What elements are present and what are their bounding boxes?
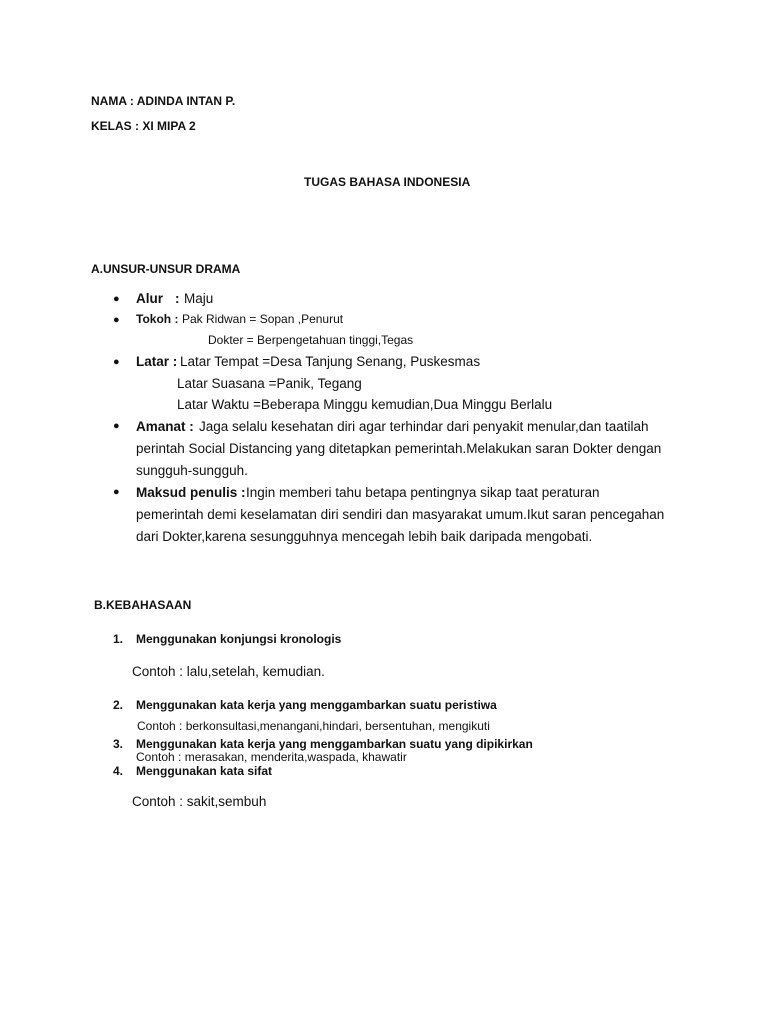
latar-line-3: Latar Waktu =Beberapa Minggu kemudian,Dua Minggu Berlalu <box>177 397 553 412</box>
student-class: KELAS : XI MIPA 2 <box>91 119 196 133</box>
alur-label: Alur <box>136 291 163 306</box>
student-name: NAMA : ADINDA INTAN P. <box>91 94 236 108</box>
section-b-heading: B.KEBAHASAAN <box>94 598 192 612</box>
item-3-example: Contoh : merasakan, menderita,waspada, khawatir <box>136 750 407 764</box>
maksud-label: Maksud penulis : <box>136 485 246 500</box>
amanat-line-1: Jaga selalu kesehatan diri agar terhindar dari penyakit menular,dan taatilah <box>199 419 649 434</box>
item-4-number: 4. <box>113 764 124 778</box>
latar-label: Latar : <box>136 354 178 369</box>
item-3-number: 3. <box>113 737 124 751</box>
tokoh-label: Tokoh : <box>136 312 179 326</box>
bullet-amanat: ● <box>113 420 120 432</box>
item-1-example: Contoh : lalu,setelah, kemudian. <box>132 664 325 679</box>
maksud-line-2: pemerintah demi keselamatan diri sendiri dan masyarakat umum.Ikut saran pencegahan <box>136 507 665 522</box>
alur-value: Maju <box>184 291 214 306</box>
latar-line-1: Latar Tempat =Desa Tanjung Senang, Puskesmas <box>180 354 481 369</box>
maksud-line-3: dari Dokter,karena sesungguhnya mencegah lebih baik daripada mengobati. <box>136 529 593 544</box>
bullet-latar: ● <box>113 356 120 368</box>
section-a-heading: A.UNSUR-UNSUR DRAMA <box>91 262 241 276</box>
item-2-title: Menggunakan kata kerja yang menggambarkan suatu peristiwa <box>136 698 497 712</box>
amanat-line-2: perintah Social Distancing yang ditetapkan pemerintah.Melakukan saran Dokter dengan <box>136 441 662 456</box>
tokoh-line-2: Dokter = Berpengetahuan tinggi,Tegas <box>208 333 414 347</box>
bullet-alur: ● <box>113 293 120 305</box>
maksud-line-1: Ingin memberi tahu betapa pentingnya sikap taat peraturan <box>246 485 600 500</box>
amanat-line-3: sungguh-sungguh. <box>136 463 248 478</box>
item-4-example: Contoh : sakit,sembuh <box>132 794 267 809</box>
page-title: TUGAS BAHASA INDONESIA <box>304 175 471 189</box>
alur-colon: : <box>175 291 180 306</box>
bullet-maksud: ● <box>113 486 120 498</box>
latar-line-2: Latar Suasana =Panik, Tegang <box>177 376 362 391</box>
amanat-label: Amanat : <box>136 419 194 434</box>
bullet-tokoh: ● <box>113 314 120 326</box>
item-2-example: Contoh : berkonsultasi,menangani,hindari, bersentuhan, mengikuti <box>137 719 490 733</box>
item-3-title: Menggunakan kata kerja yang menggambarkan suatu yang dipikirkan <box>136 737 533 751</box>
tokoh-line-1: Pak Ridwan = Sopan ,Penurut <box>182 312 344 326</box>
item-4-title: Menggunakan kata sifat <box>136 764 273 778</box>
item-2-number: 2. <box>113 698 124 712</box>
item-1-title: Menggunakan konjungsi kronologis <box>136 632 342 646</box>
item-1-number: 1. <box>113 632 124 646</box>
